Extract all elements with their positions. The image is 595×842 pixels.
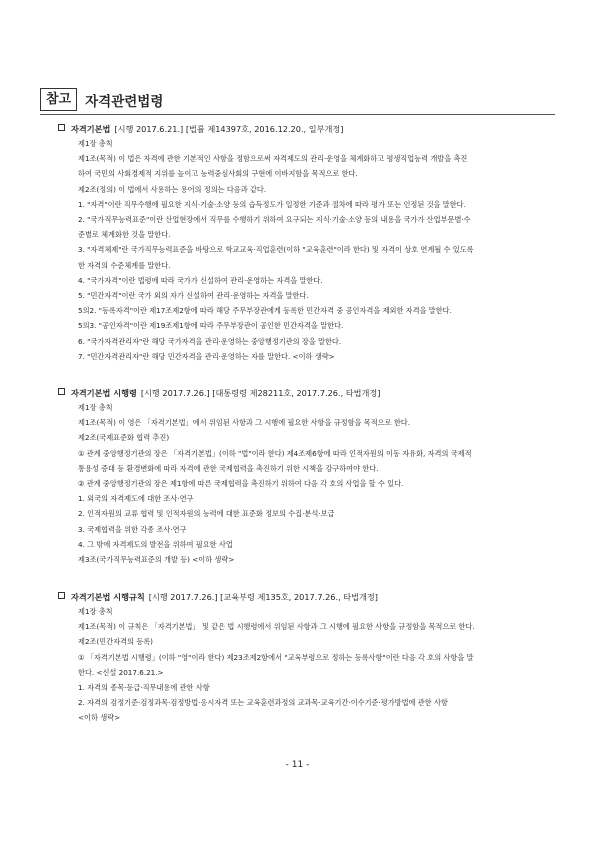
text-line: 제2조(정의) 이 법에서 사용하는 용어의 정의는 다음과 같다.: [78, 184, 267, 194]
text-line: 2. "국가직무능력표준"이란 산업현장에서 직무를 수행하기 위하여 요구되는 지식·기술·소양 등의 내용을 국가가 산업부문별·수: [78, 215, 471, 225]
text-line: 6. "국가자격관리자"란 해당 국가자격을 관리·운영하는 중앙행정기관의 장을 말한다.: [78, 336, 342, 346]
text-line: 한 자격의 수준체계를 말한다.: [78, 260, 171, 270]
text-line: 1. 자격의 종목·등급·직무내용에 관한 사항: [78, 683, 210, 693]
section-meta: [시행 2017.7.26.] [대통령령 제28211호, 2017.7.26., 타법개정]: [140, 388, 381, 398]
text-line: 제1조(목적) 이 영은 「자격기본법」에서 위임된 사항과 그 시행에 필요한 사항을 규정함을 목적으로 한다.: [78, 418, 410, 428]
text-line: 하여 국민의 사회경제적 지위를 높이고 능력중심사회의 구현에 이바지함을 목적으로 한다.: [78, 169, 358, 179]
page-title: 자격관련법령: [85, 93, 164, 110]
text-line: 제1장 총칙: [78, 607, 113, 616]
section-body: [58, 400, 558, 567]
section-enforcement-decree: [58, 386, 558, 567]
section-heading: [58, 122, 558, 136]
section-heading: [58, 590, 558, 604]
text-line: 제2조(국제표준화 협력 추진): [78, 433, 170, 443]
text-line: 3. 국제협력을 위한 각종 조사·연구: [78, 524, 187, 534]
text-line: 제1조(목적) 이 법은 자격에 관한 기본적인 사항을 정함으로써 자격제도의 관리·운영을 체계화하고 평생직업능력 개발을 촉진: [78, 154, 468, 164]
text-line: 5의3. "공인자격"이란 제19조제1항에 따라 주무부장관이 공인한 민간자격을 말한다.: [78, 321, 344, 331]
text-line: 4. "국가자격"이란 법령에 따라 국가가 신설하여 관리·운영하는 자격을 말한다.: [78, 275, 323, 285]
text-line: 2. 자격의 검정기준·검정과목·검정방법·응시자격 또는 교육훈련과정의 교과목·교육기간·이수기준·평가방법에 관한 사항: [78, 698, 448, 708]
text-line: 한다. <신설 2017.6.21.>: [78, 667, 164, 677]
section-framework-act: [58, 122, 558, 364]
text-line: 4. 그 밖에 자격제도의 발전을 위하여 필요한 사업: [78, 539, 233, 549]
text-line: 5. "민간자격"이란 국가 외의 자가 신설하여 관리·운영하는 자격을 말한다.: [78, 291, 309, 301]
text-line: 제1조(목적) 이 규칙은 「자격기본법」 및 같은 법 시행령에서 위임된 사항과 그 시행에 필요한 사항을 규정함을 목적으로 한다.: [78, 622, 475, 632]
text-line: 1. "자격"이란 직무수행에 필요한 지식·기술·소양 등의 습득정도가 일정한 기준과 절차에 따라 평가 또는 인정된 것을 말한다.: [78, 199, 466, 209]
text-line: 제1장 총칙: [78, 139, 113, 148]
section-title: 자격기본법 시행규칙: [71, 592, 145, 602]
reference-tag: 참고: [40, 88, 77, 111]
text-line: 제1장 총칙: [78, 403, 113, 412]
text-line: 통용성 증대 등 환경변화에 따라 자격에 관한 국제협력을 촉진하기 위한 시책을 강구하여야 한다.: [78, 463, 379, 473]
square-bullet-icon: [58, 592, 65, 599]
section-enforcement-rule: [58, 590, 558, 726]
page-number: - 11 -: [285, 760, 310, 770]
text-line: 5의2. "등록자격"이란 제17조제2항에 따라 해당 주무부장관에게 등록한 민간자격 중 공인자격을 제외한 자격을 말한다.: [78, 306, 452, 316]
section-meta: [시행 2017.7.26.] [교육부령 제135호, 2017.7.26., 타법개정]: [148, 592, 378, 602]
text-line: 준별로 체계화한 것을 말한다.: [78, 230, 171, 240]
text-line: 7. "민간자격관리자"란 해당 민간자격을 관리·운영하는 자를 말한다. <이하 생략>: [78, 351, 335, 361]
text-line: <이하 생략>: [78, 713, 121, 723]
text-line: ② 관계 중앙행정기관의 장은 제1항에 따른 국제협력을 촉진하기 위하여 다음 각 호의 사업을 할 수 있다.: [78, 479, 404, 489]
text-line: 2. 인적자원의 교류 협력 및 인적자원의 능력에 대한 표준화 정보의 수집·분석·보급: [78, 509, 335, 519]
text-line: 제3조(국가직무능력표준의 개발 등) <이하 생략>: [78, 555, 235, 565]
header-divider: [40, 114, 555, 115]
text-line: 제2조(민간자격의 등록): [78, 637, 153, 647]
text-line: ① 관계 중앙행정기관의 장은 「자격기본법」(이하 "법"이라 한다) 제4조제6항에 따라 인적자원의 이동 자유화, 자격의 국제적: [78, 448, 472, 458]
section-title: 자격기본법: [71, 124, 111, 134]
section-meta: [시행 2017.6.21.] [법률 제14397호, 2016.12.20., 일부개정]: [114, 124, 344, 134]
text-line: 3. "자격체제"란 국가직무능력표준을 바탕으로 학교교육·직업훈련(이하 "교육훈련"이라 한다) 및 자격이 상호 연계될 수 있도록: [78, 245, 474, 255]
text-line: ① 「자격기본법 시행령」(이하 "영"이라 한다) 제23조제2항에서 "교육부령으로 정하는 등록사항"이란 다음 각 호의 사항을 말: [78, 652, 474, 662]
section-title: 자격기본법 시행령: [71, 388, 137, 398]
square-bullet-icon: [58, 124, 65, 131]
section-heading: [58, 386, 558, 400]
text-line: 1. 외국의 자격제도에 대한 조사·연구: [78, 494, 194, 504]
section-body: [58, 136, 558, 364]
square-bullet-icon: [58, 388, 65, 395]
section-body: [58, 604, 558, 726]
page-header: [40, 88, 163, 111]
